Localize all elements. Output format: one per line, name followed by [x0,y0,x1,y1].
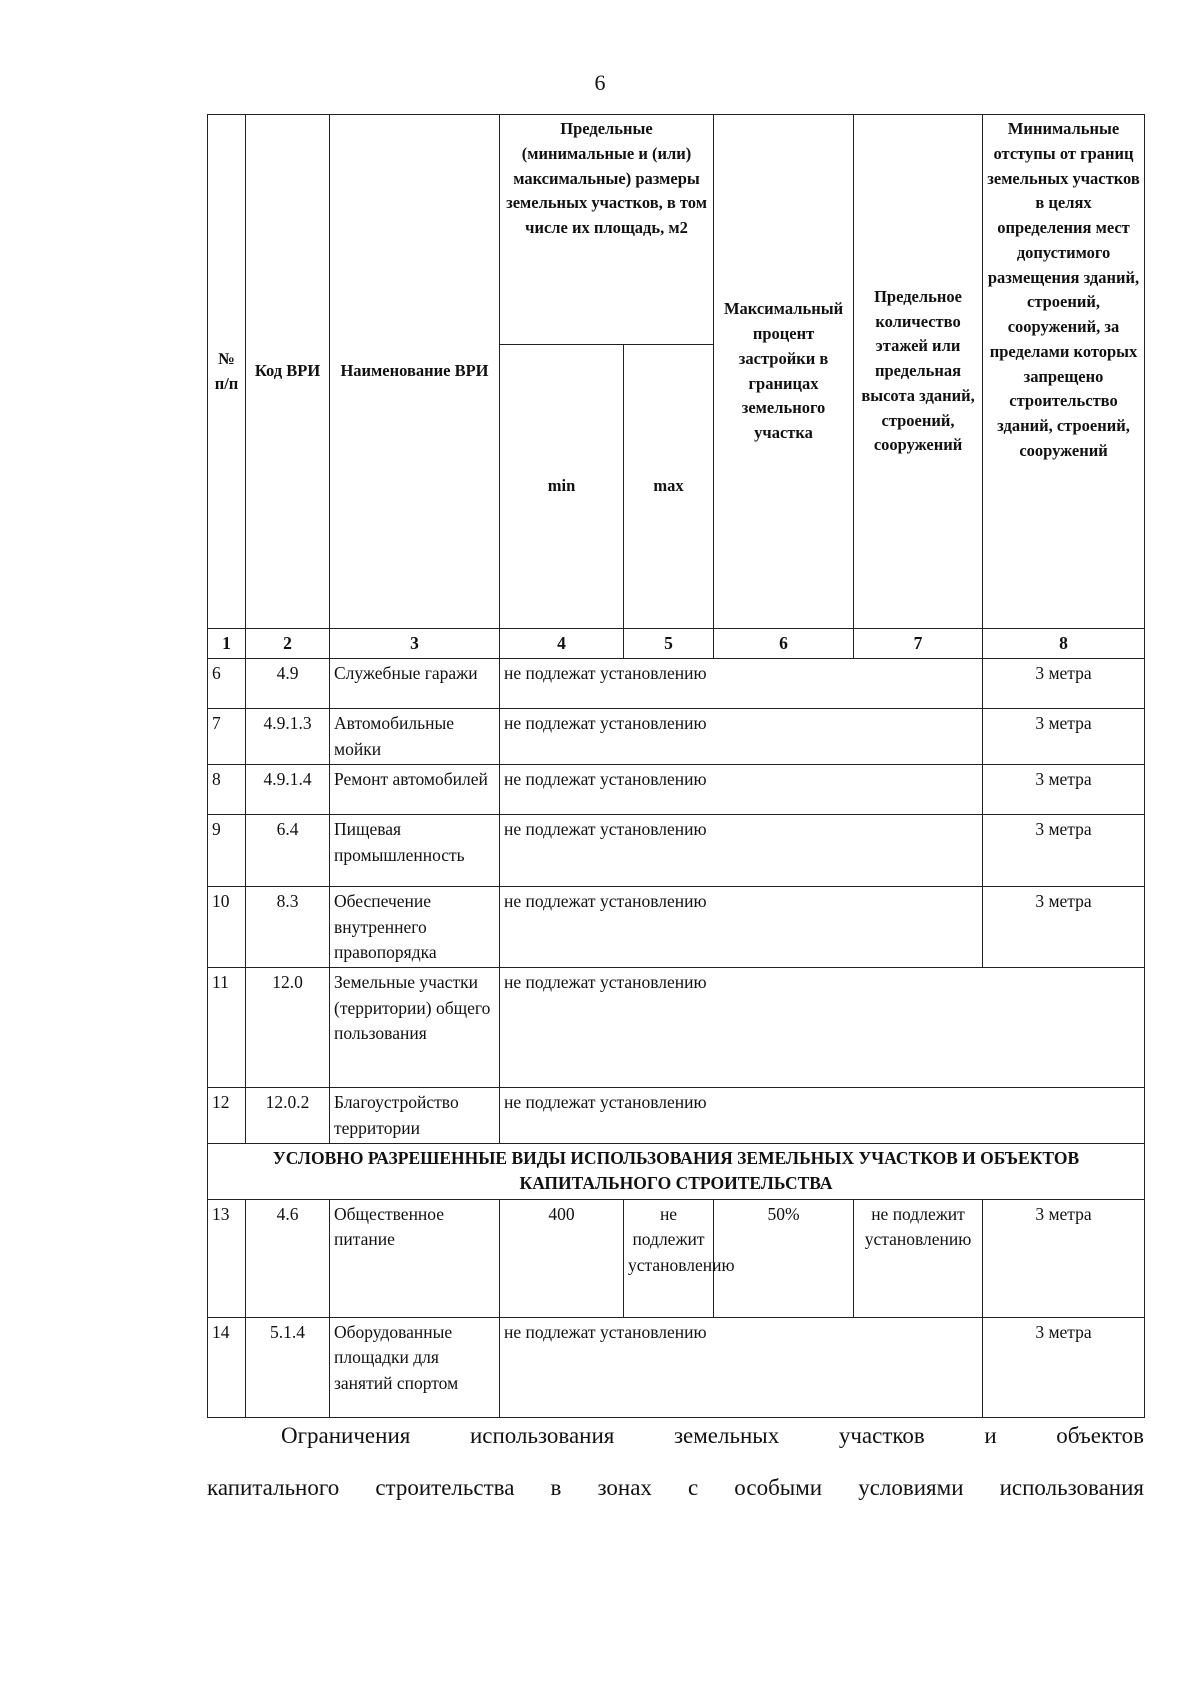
row-merged-value: не подлежат установлению [500,1317,983,1417]
table-row [208,968,1145,1088]
row-number: 12 [208,1088,246,1144]
row-setback: 3 метра [983,659,1145,709]
row-code: 8.3 [246,887,330,968]
row-max: не подлежит установлению [624,1199,714,1317]
header-min: min [500,345,624,629]
row-name: Земельные участки (территории) общего пользования [330,968,500,1088]
table-row [208,659,1145,709]
row-code: 4.9 [246,659,330,709]
row-code: 4.9.1.3 [246,709,330,765]
column-number-row [208,629,1145,659]
row-name: Общественное питание [330,1199,500,1317]
row-number: 6 [208,659,246,709]
row-percent: 50% [714,1199,854,1317]
column-number: 4 [500,629,624,659]
row-name: Служебные гаражи [330,659,500,709]
column-number: 3 [330,629,500,659]
table-row [208,815,1145,887]
row-setback: 3 метра [983,709,1145,765]
table-row [208,1317,1145,1417]
row-code: 6.4 [246,815,330,887]
row-floors: не подлежит установлению [854,1199,983,1317]
row-number: 9 [208,815,246,887]
column-number: 6 [714,629,854,659]
header-code: Код ВРИ [246,115,330,629]
row-name: Оборудованные площадки для занятий спортом [330,1317,500,1417]
row-merged-value: не подлежат установлению [500,659,983,709]
row-code: 4.9.1.4 [246,765,330,815]
page-number: 6 [594,70,606,95]
row-number: 11 [208,968,246,1088]
table-row [208,1199,1145,1317]
section-title: УСЛОВНО РАЗРЕШЕННЫЕ ВИДЫ ИСПОЛЬЗОВАНИЯ ЗЕМЕЛЬНЫХ УЧАСТКОВ И ОБЪЕКТОВ КАПИТАЛЬНОГО СТРОИТЕЛЬСТВА [208,1144,1145,1200]
row-name: Ремонт автомобилей [330,765,500,815]
row-setback: 3 метра [983,887,1145,968]
row-number: 7 [208,709,246,765]
header-max: max [624,345,714,629]
row-name: Автомобильные мойки [330,709,500,765]
row-code: 12.0.2 [246,1088,330,1144]
table-row [208,1088,1145,1144]
row-name: Пищевая промышленность [330,815,500,887]
header-num: № п/п [208,115,246,629]
section-header-row [208,1144,1145,1200]
header-floors: Предельное количество этажей или предельная высота зданий, строений, сооружений [854,115,983,629]
header-sizes: Предельные (минимальные и (или) максимальные) размеры земельных участков, в том числе их площадь, м2 [500,115,714,345]
table-row [208,887,1145,968]
row-code: 12.0 [246,968,330,1088]
row-setback: 3 метра [983,815,1145,887]
row-number: 10 [208,887,246,968]
row-setback: 3 метра [983,1317,1145,1417]
row-code: 4.6 [246,1199,330,1317]
row-merged-value: не подлежат установлению [500,887,983,968]
column-number: 2 [246,629,330,659]
row-merged-value: не подлежат установлению [500,968,1145,1088]
row-setback: 3 метра [983,1199,1145,1317]
header-percent: Максимальный процент застройки в границах земельного участка [714,115,854,629]
row-name: Благоустройство территории [330,1088,500,1144]
row-code: 5.1.4 [246,1317,330,1417]
row-merged-value: не подлежат установлению [500,709,983,765]
row-merged-value: не подлежат установлению [500,765,983,815]
column-number: 7 [854,629,983,659]
column-number: 1 [208,629,246,659]
header-name: Наименование ВРИ [330,115,500,629]
row-merged-value: не подлежат установлению [500,815,983,887]
row-number: 13 [208,1199,246,1317]
row-name: Обеспечение внутреннего правопорядка [330,887,500,968]
header-setbacks: Минимальные отступы от границ земельных участков в целях определения мест допустимого размещения зданий, строений, сооружений, за пределами которых запрещено строительство зданий, строений, сооружений [983,115,1145,629]
column-number: 8 [983,629,1145,659]
row-number: 14 [208,1317,246,1417]
column-number: 5 [624,629,714,659]
row-setback: 3 метра [983,765,1145,815]
paragraph-line: Ограничения использования земельных участков и объектов [281,1423,1144,1448]
row-min: 400 [500,1199,624,1317]
zoning-table [207,114,1145,1418]
row-number: 8 [208,765,246,815]
table-row [208,765,1145,815]
row-merged-value: не подлежат установлению [500,1088,1145,1144]
body-paragraph [207,1410,1144,1514]
table-row [208,709,1145,765]
paragraph-line: капитального строительства в зонах с особыми условиями использования [207,1475,1144,1500]
